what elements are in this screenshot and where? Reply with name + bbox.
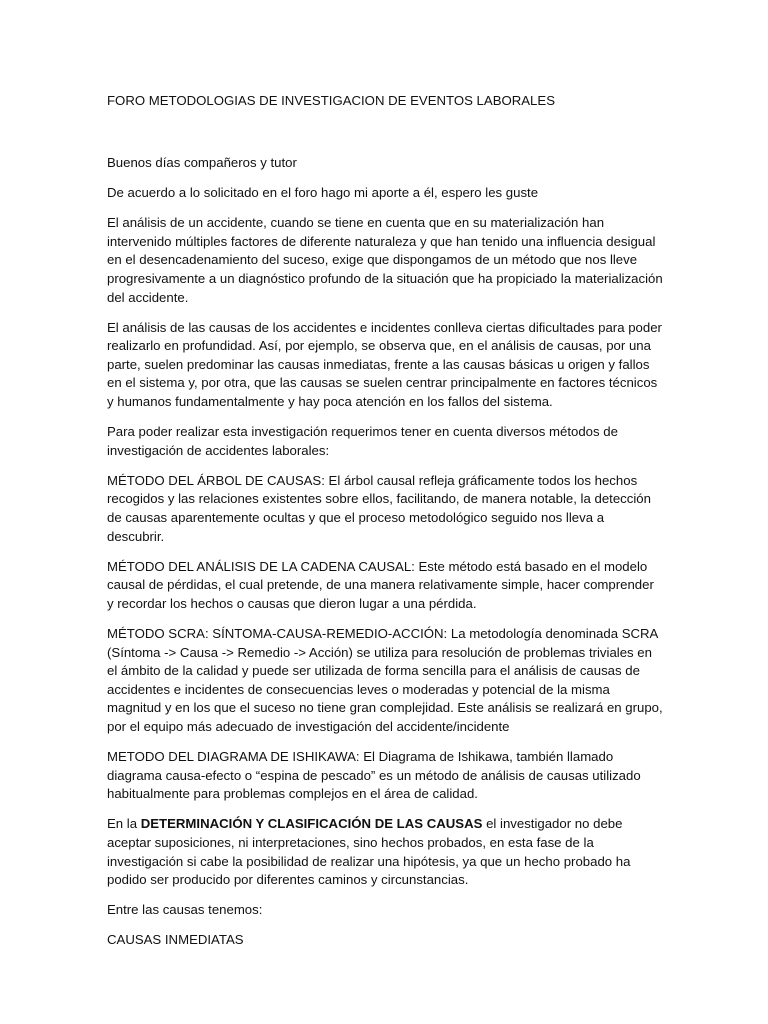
body-paragraph-2: El análisis de las causas de los accidentes e incidentes conlleva ciertas dificultades para poder realizarlo en profundidad. Así, por ejemplo, se observa que, en el análisis de causas, por una parte, suelen predominar las causas inmediatas, frente a las causas básicas u origen y fallos en el sistema y, por otra, que las causas se suelen centrar principalmente en factores técnicos y humanos fundamentalmente y hay poca atención en los fallos del sistema. <box>107 319 662 410</box>
determination-paragraph <box>107 815 663 889</box>
body-paragraph-1: El análisis de un accidente, cuando se tiene en cuenta que en su materialización han intervenido múltiples factores de diferente naturaleza y que han tenido una influencia desigual en el desencadenamiento del suceso, exige que dispongamos de un método que nos lleve progresivamente a un diagnóstico profundo de la situación que ha propiciado la materialización del accidente. <box>107 215 663 305</box>
method-text: El Diagrama de Ishikawa, también llamado diagrama causa-efecto o “espina de pescado” es un método de análisis de causas utilizado habitualmente para problemas complejos en el área de calidad. <box>107 749 641 802</box>
method-arbol-causas <box>107 472 663 546</box>
determination-prefix: En la <box>107 816 141 832</box>
method-label: MÉTODO DEL ÁRBOL DE CAUSAS: <box>107 472 325 488</box>
document-page <box>107 92 663 961</box>
body-paragraph-3: Para poder realizar esta investigación requerimos tener en cuenta diversos métodos de investigación de accidentes laborales: <box>107 424 618 458</box>
method-text: La metodología denominada SCRA (Síntoma -> Causa -> Remedio -> Acción) se utiliza para resolución de problemas triviales en el ámbito de la calidad y puede ser utilizada de forma sencilla para el análisis de causas de accidentes e incidentes de consecuencias leves o moderadas y potencial de la misma magnitud y en los que el suceso no tiene gran complejidad. Este análisis se realizará en grupo, por el equipo más adecuado de investigación del accidente/incidente <box>107 625 663 734</box>
method-text: Este método está basado en el modelo causal de pérdidas, el cual pretende, de una manera relativamente simple, hacer comprender y recordar los hechos o causas que dieron lugar a una pérdida. <box>107 558 654 611</box>
determination-bold-term: DETERMINACIÓN Y CLASIFICACIÓN DE LAS CAUSAS <box>140 816 483 832</box>
causes-intro: Entre las causas tenemos: <box>107 902 263 918</box>
method-scra <box>107 625 663 737</box>
method-label: MÉTODO SCRA: SÍNTOMA-CAUSA-REMEDIO-ACCIÓN: <box>107 625 448 641</box>
determination-text: el investigador no debe aceptar suposiciones, ni interpretaciones, sino hechos probados, en esta fase de la investigación si cabe la posibilidad de realizar una hipótesis, ya que un hecho probado ha podido ser producido por diferentes caminos y circunstancias. <box>107 816 631 888</box>
method-label: MÉTODO DEL ANÁLISIS DE LA CADENA CAUSAL: <box>107 558 415 574</box>
method-text: El árbol causal refleja gráficamente todos los hechos recogidos y las relaciones existentes sobre ellos, facilitando, de manera notable, la detección de causas aparentemente ocultas y que el proceso metodológico seguido nos lleva a descubrir. <box>107 472 651 544</box>
document-title: FORO METODOLOGIAS DE INVESTIGACION DE EVENTOS LABORALES <box>107 93 555 108</box>
section-heading-causas-inmediatas: CAUSAS INMEDIATAS <box>107 932 244 948</box>
method-cadena-causal <box>107 558 663 614</box>
method-ishikawa <box>107 748 663 804</box>
method-label: METODO DEL DIAGRAMA DE ISHIKAWA: <box>107 749 360 765</box>
intro-paragraph: De acuerdo a lo solicitado en el foro hago mi aporte a él, espero les guste <box>107 185 539 201</box>
greeting: Buenos días compañeros y tutor <box>107 155 297 170</box>
